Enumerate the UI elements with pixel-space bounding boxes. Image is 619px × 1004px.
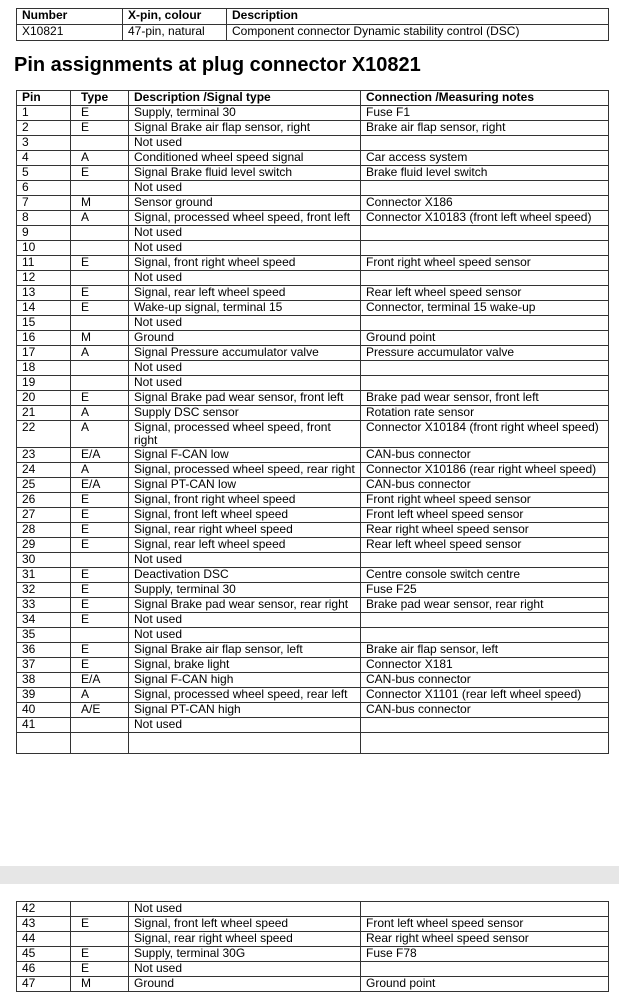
table-row [17, 346, 609, 361]
pin-number: 8 [17, 211, 71, 226]
pin-number: 31 [17, 568, 71, 583]
pin-type [71, 241, 129, 256]
pin-connection-notes: Front left wheel speed sensor [361, 508, 609, 523]
table-row [17, 553, 609, 568]
pin-type: E [71, 508, 129, 523]
table-row [17, 448, 609, 463]
pin-type: E [71, 643, 129, 658]
table-row [17, 361, 609, 376]
pin-signal-description: Wake-up signal, terminal 15 [129, 301, 361, 316]
pin-signal-description: Not used [129, 361, 361, 376]
pin-number: 39 [17, 688, 71, 703]
pin-type: E/A [71, 478, 129, 493]
pin-type: E [71, 568, 129, 583]
pin-type: A [71, 421, 129, 448]
table-row [17, 703, 609, 718]
pin-connection-notes: Connector X10183 (front left wheel speed) [361, 211, 609, 226]
pin-signal-description: Signal, rear left wheel speed [129, 286, 361, 301]
pin-connection-notes: Brake pad wear sensor, front left [361, 391, 609, 406]
pin-connection-notes [361, 376, 609, 391]
pin-signal-description: Not used [129, 613, 361, 628]
table-row [17, 376, 609, 391]
pin-number: 36 [17, 643, 71, 658]
pin-number: 13 [17, 286, 71, 301]
pin-number: 18 [17, 361, 71, 376]
pin-table-header-row [17, 91, 609, 106]
table-row [17, 628, 609, 643]
column-header-signal-type: Description /Signal type [129, 91, 361, 106]
table-row [17, 211, 609, 226]
pin-connection-notes [361, 962, 609, 977]
table-row [17, 583, 609, 598]
table-row [17, 523, 609, 538]
pin-number: 10 [17, 241, 71, 256]
connector-info-row [17, 25, 609, 41]
pin-signal-description: Signal, front right wheel speed [129, 493, 361, 508]
pin-signal-description: Not used [129, 271, 361, 286]
pin-connection-notes [361, 553, 609, 568]
pin-type: E [71, 106, 129, 121]
pin-connection-notes [361, 271, 609, 286]
pin-type [71, 271, 129, 286]
pin-connection-notes: Connector X181 [361, 658, 609, 673]
pin-number: 42 [17, 902, 71, 917]
pin-connection-notes [361, 316, 609, 331]
column-header-number: Number [17, 9, 123, 25]
pin-type: E [71, 166, 129, 181]
connector-info-header-row [17, 9, 609, 25]
pin-connection-notes: Car access system [361, 151, 609, 166]
table-row [17, 256, 609, 271]
pin-signal-description: Signal PT-CAN high [129, 703, 361, 718]
connector-info-table [16, 8, 609, 41]
pin-number: 5 [17, 166, 71, 181]
document-page-2 [0, 884, 619, 1004]
pin-number: 25 [17, 478, 71, 493]
pin-connection-notes [361, 718, 609, 733]
pin-connection-notes: Pressure accumulator valve [361, 346, 609, 361]
pin-signal-description: Signal, front left wheel speed [129, 508, 361, 523]
pin-type: E [71, 947, 129, 962]
pin-signal-description: Not used [129, 553, 361, 568]
pin-signal-description: Not used [129, 226, 361, 241]
pin-number: 1 [17, 106, 71, 121]
column-header-description: Description [227, 9, 609, 25]
table-row [17, 181, 609, 196]
pin-type: A [71, 211, 129, 226]
pin-connection-notes: Ground point [361, 977, 609, 992]
pin-connection-notes: Brake air flap sensor, left [361, 643, 609, 658]
table-row [17, 463, 609, 478]
pin-signal-description: Ground [129, 331, 361, 346]
pin-connection-notes: Fuse F78 [361, 947, 609, 962]
pin-connection-notes: Fuse F1 [361, 106, 609, 121]
pin-connection-notes: Front left wheel speed sensor [361, 917, 609, 932]
pin-signal-description: Deactivation DSC [129, 568, 361, 583]
pin-connection-notes [361, 902, 609, 917]
table-row [17, 688, 609, 703]
table-row [17, 286, 609, 301]
pin-type: E [71, 962, 129, 977]
table-row [17, 508, 609, 523]
table-row [17, 106, 609, 121]
table-row [17, 917, 609, 932]
connector-description: Component connector Dynamic stability control (DSC) [227, 25, 609, 41]
pin-number: 26 [17, 493, 71, 508]
pin-number: 7 [17, 196, 71, 211]
table-row [17, 421, 609, 448]
pin-connection-notes: CAN-bus connector [361, 673, 609, 688]
pin-connection-notes: Rear left wheel speed sensor [361, 538, 609, 553]
pin-type: E [71, 917, 129, 932]
table-row [17, 493, 609, 508]
table-row [17, 271, 609, 286]
pin-number: 30 [17, 553, 71, 568]
pin-type [71, 902, 129, 917]
pin-connection-notes [361, 613, 609, 628]
pin-number: 2 [17, 121, 71, 136]
table-row [17, 613, 609, 628]
pin-number: 11 [17, 256, 71, 271]
pin-connection-notes [361, 136, 609, 151]
pin-signal-description: Not used [129, 718, 361, 733]
pin-connection-notes: Brake air flap sensor, right [361, 121, 609, 136]
pin-connection-notes: Centre console switch centre [361, 568, 609, 583]
pin-type: E [71, 121, 129, 136]
pin-signal-description: Signal Brake air flap sensor, right [129, 121, 361, 136]
pin-type: E [71, 538, 129, 553]
pin-type: E [71, 658, 129, 673]
pin-number: 28 [17, 523, 71, 538]
pin-number: 34 [17, 613, 71, 628]
pin-type: M [71, 977, 129, 992]
pin-signal-description: Signal Pressure accumulator valve [129, 346, 361, 361]
pin-type: M [71, 331, 129, 346]
pin-type [71, 316, 129, 331]
table-row [17, 977, 609, 992]
pin-connection-notes: Rotation rate sensor [361, 406, 609, 421]
pin-type: A [71, 406, 129, 421]
pin-signal-description: Supply, terminal 30 [129, 583, 361, 598]
pin-connection-notes [361, 226, 609, 241]
pin-number: 35 [17, 628, 71, 643]
pin-signal-description: Signal, processed wheel speed, rear right [129, 463, 361, 478]
pin-signal-description: Supply, terminal 30 [129, 106, 361, 121]
pin-signal-description: Not used [129, 628, 361, 643]
pin-signal-description: Ground [129, 977, 361, 992]
table-row [17, 166, 609, 181]
pin-number: 44 [17, 932, 71, 947]
pin-connection-notes: CAN-bus connector [361, 703, 609, 718]
pin-signal-description: Signal, rear right wheel speed [129, 523, 361, 538]
table-row [17, 902, 609, 917]
connector-x-pin-colour: 47-pin, natural [123, 25, 227, 41]
table-row [17, 643, 609, 658]
pin-number: 47 [17, 977, 71, 992]
pin-number: 37 [17, 658, 71, 673]
pin-connection-notes: Connector X10184 (front right wheel speed) [361, 421, 609, 448]
pin-connection-notes: Brake fluid level switch [361, 166, 609, 181]
pin-connection-notes: CAN-bus connector [361, 478, 609, 493]
pin-number: 24 [17, 463, 71, 478]
table-empty-row [17, 733, 609, 754]
pin-type [71, 361, 129, 376]
pin-number: 32 [17, 583, 71, 598]
table-row [17, 121, 609, 136]
pin-table-body [17, 106, 609, 733]
pin-type [71, 628, 129, 643]
pin-type: M [71, 196, 129, 211]
pin-number: 43 [17, 917, 71, 932]
pin-connection-notes: Connector X186 [361, 196, 609, 211]
pin-number: 38 [17, 673, 71, 688]
table-row [17, 151, 609, 166]
pin-connection-notes: Rear right wheel speed sensor [361, 523, 609, 538]
table-row [17, 598, 609, 613]
pin-type: E [71, 613, 129, 628]
pin-number: 46 [17, 962, 71, 977]
pin-signal-description: Conditioned wheel speed signal [129, 151, 361, 166]
pin-signal-description: Supply, terminal 30G [129, 947, 361, 962]
table-row [17, 406, 609, 421]
pin-number: 4 [17, 151, 71, 166]
table-row [17, 658, 609, 673]
table-row [17, 301, 609, 316]
pin-signal-description: Signal F-CAN low [129, 448, 361, 463]
table-row [17, 136, 609, 151]
pin-signal-description: Signal F-CAN high [129, 673, 361, 688]
pin-signal-description: Supply DSC sensor [129, 406, 361, 421]
pin-signal-description: Signal, front right wheel speed [129, 256, 361, 271]
table-row [17, 241, 609, 256]
pin-signal-description: Signal Brake pad wear sensor, front left [129, 391, 361, 406]
table-row [17, 478, 609, 493]
pin-signal-description: Signal, processed wheel speed, rear left [129, 688, 361, 703]
pin-connection-notes: Brake pad wear sensor, rear right [361, 598, 609, 613]
pin-signal-description: Signal, brake light [129, 658, 361, 673]
pin-assignment-table-continued [16, 901, 609, 992]
pin-signal-description: Signal Brake pad wear sensor, rear right [129, 598, 361, 613]
pin-connection-notes [361, 241, 609, 256]
pin-connection-notes: Connector, terminal 15 wake-up [361, 301, 609, 316]
pin-number: 15 [17, 316, 71, 331]
pin-type [71, 136, 129, 151]
pin-signal-description: Sensor ground [129, 196, 361, 211]
table-row [17, 391, 609, 406]
pin-connection-notes: CAN-bus connector [361, 448, 609, 463]
pin-number: 12 [17, 271, 71, 286]
pin-connection-notes [361, 628, 609, 643]
pin-signal-description: Not used [129, 316, 361, 331]
pin-connection-notes [361, 361, 609, 376]
pin-signal-description: Signal PT-CAN low [129, 478, 361, 493]
pin-signal-description: Not used [129, 181, 361, 196]
pin-signal-description: Signal Brake air flap sensor, left [129, 643, 361, 658]
pin-number: 3 [17, 136, 71, 151]
table-row [17, 718, 609, 733]
pin-number: 19 [17, 376, 71, 391]
column-header-x-pin-colour: X-pin, colour [123, 9, 227, 25]
pin-assignment-table [16, 90, 609, 754]
pin-number: 9 [17, 226, 71, 241]
pin-number: 29 [17, 538, 71, 553]
pin-type [71, 376, 129, 391]
pin-type: E [71, 256, 129, 271]
pin-number: 40 [17, 703, 71, 718]
pin-signal-description: Signal, processed wheel speed, front right [129, 421, 361, 448]
pin-connection-notes [361, 181, 609, 196]
pin-signal-description: Not used [129, 241, 361, 256]
table-row [17, 673, 609, 688]
pin-type [71, 181, 129, 196]
pin-type: A [71, 463, 129, 478]
pin-number: 27 [17, 508, 71, 523]
pin-connection-notes: Front right wheel speed sensor [361, 256, 609, 271]
pin-signal-description: Not used [129, 136, 361, 151]
pin-signal-description: Signal, processed wheel speed, front left [129, 211, 361, 226]
pin-table-body-continued [17, 902, 609, 992]
pin-type [71, 932, 129, 947]
pin-type: A/E [71, 703, 129, 718]
page-title: Pin assignments at plug connector X10821 [14, 54, 421, 76]
pin-connection-notes: Connector X10186 (rear right wheel speed) [361, 463, 609, 478]
pin-connection-notes: Fuse F25 [361, 583, 609, 598]
pin-number: 22 [17, 421, 71, 448]
pin-type: A [71, 688, 129, 703]
column-header-type: Type [71, 91, 129, 106]
pin-type: E [71, 598, 129, 613]
pin-type: E [71, 286, 129, 301]
pin-signal-description: Not used [129, 902, 361, 917]
pin-type: E/A [71, 448, 129, 463]
pin-number: 21 [17, 406, 71, 421]
pin-type: E [71, 493, 129, 508]
pin-number: 16 [17, 331, 71, 346]
table-row [17, 226, 609, 241]
pin-type: A [71, 151, 129, 166]
table-row [17, 538, 609, 553]
pin-type: E [71, 523, 129, 538]
pin-signal-description: Not used [129, 962, 361, 977]
pin-connection-notes: Rear left wheel speed sensor [361, 286, 609, 301]
pin-connection-notes: Ground point [361, 331, 609, 346]
table-row [17, 962, 609, 977]
table-row [17, 568, 609, 583]
pin-type: E [71, 391, 129, 406]
pin-number: 6 [17, 181, 71, 196]
pin-type: A [71, 346, 129, 361]
pin-number: 45 [17, 947, 71, 962]
table-row [17, 196, 609, 211]
pin-type: E/A [71, 673, 129, 688]
table-row [17, 932, 609, 947]
pin-number: 33 [17, 598, 71, 613]
pin-number: 14 [17, 301, 71, 316]
pin-signal-description: Not used [129, 376, 361, 391]
table-row [17, 947, 609, 962]
pin-connection-notes: Rear right wheel speed sensor [361, 932, 609, 947]
connector-number: X10821 [17, 25, 123, 41]
pin-signal-description: Signal, rear right wheel speed [129, 932, 361, 947]
table-row [17, 316, 609, 331]
column-header-pin: Pin [17, 91, 71, 106]
column-header-connection-notes: Connection /Measuring notes [361, 91, 609, 106]
pin-number: 20 [17, 391, 71, 406]
pin-number: 17 [17, 346, 71, 361]
pin-connection-notes: Front right wheel speed sensor [361, 493, 609, 508]
pin-signal-description: Signal, rear left wheel speed [129, 538, 361, 553]
pin-type [71, 553, 129, 568]
pin-number: 23 [17, 448, 71, 463]
pin-type [71, 718, 129, 733]
pin-type: E [71, 301, 129, 316]
pin-connection-notes: Connector X1101 (rear left wheel speed) [361, 688, 609, 703]
pin-signal-description: Signal, front left wheel speed [129, 917, 361, 932]
pin-signal-description: Signal Brake fluid level switch [129, 166, 361, 181]
pin-type [71, 226, 129, 241]
table-row [17, 331, 609, 346]
pin-number: 41 [17, 718, 71, 733]
pin-type: E [71, 583, 129, 598]
